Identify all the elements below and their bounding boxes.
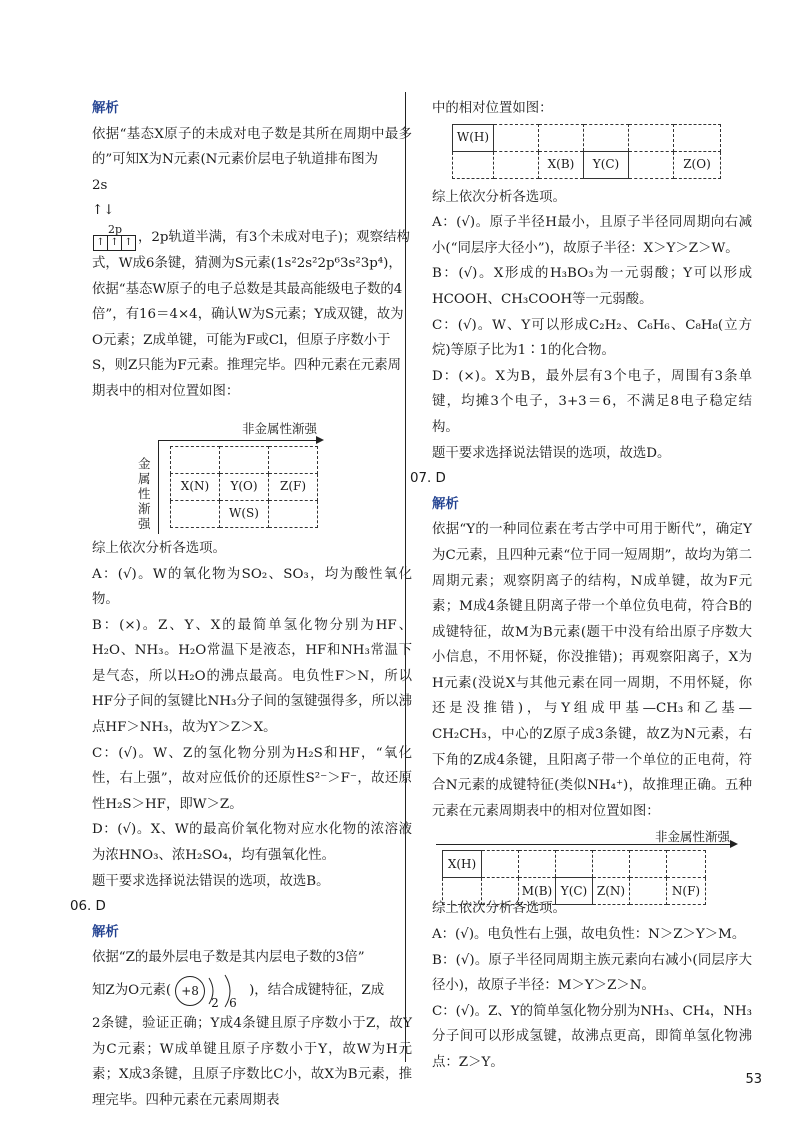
left-column bbox=[70, 96, 412, 1113]
conclusion: 题干要求选择说法错误的选项，故选B。 bbox=[92, 873, 330, 889]
summary: 综上依次分析各选项。 bbox=[92, 540, 226, 556]
analysis-heading: 解析 bbox=[92, 101, 119, 116]
paragraph: 2条键，验证正确；Y成4条键且原子序数小于Z，故Y为C元素；W成单键且原子序数小于Y，故W为H元素；X成3条键，且原子序数比C小，故X为B元素，推理完毕。四种元素在元素周期表 bbox=[92, 1016, 412, 1108]
cell: X(H) bbox=[443, 851, 482, 878]
text: 布图为 bbox=[337, 152, 379, 168]
cell bbox=[482, 878, 519, 905]
option-d: D：(√)。X、W的最高价氧化物对应水化物的浓溶液为浓HNO₃、浓H₂SO₄，均有强氧化性。 bbox=[92, 822, 412, 864]
cell bbox=[269, 500, 318, 527]
analysis-heading: 解析 bbox=[92, 924, 119, 940]
arrow-horizontal bbox=[158, 440, 318, 441]
cell bbox=[269, 446, 318, 473]
cell: X(N) bbox=[171, 473, 220, 500]
option-c: C：(√)。W、Y可以形成C₂H₂、C₆H₆、C₈H₈(立方烷)等原子比为1∶1的化合物。 bbox=[432, 317, 752, 359]
cell: W(S) bbox=[220, 500, 269, 527]
orbital-box: ↑ bbox=[121, 235, 136, 251]
periodic-position-figure-3 bbox=[432, 826, 752, 896]
paragraph bbox=[92, 971, 412, 1011]
cell bbox=[539, 124, 584, 151]
arrow-head bbox=[316, 436, 324, 444]
option-b: B：(√)。原子半径同周期主族元素向右减小(同层序大径小)，故原子半径：M＞Y＞Z＞N。 bbox=[432, 952, 752, 994]
element-table-3 bbox=[442, 850, 706, 905]
option-a: A：(√)。W的氧化物为SO₂、SO₃，均为酸性氧化物。 bbox=[92, 566, 412, 608]
arrow-vertical bbox=[158, 440, 159, 534]
question-number: 06. D bbox=[70, 899, 106, 915]
option-c: C：(√)。Z、Y的简单氢化物分别为NH₃、CH₄，NH₃分子间可以形成氢键，故沸点更高，即简单氢化物沸点：Z＞Y。 bbox=[432, 1003, 752, 1070]
arrow-horizontal bbox=[436, 844, 732, 845]
page-number: 53 bbox=[745, 1072, 762, 1087]
orbital-box: ↑↓ bbox=[92, 203, 115, 219]
conclusion: 题干要求选择说法错误的选项，故选D。 bbox=[432, 445, 671, 461]
cell bbox=[630, 878, 667, 905]
atom-nucleus: +8 bbox=[175, 976, 205, 1006]
cell bbox=[443, 878, 482, 905]
cell bbox=[629, 124, 674, 151]
orbital-box: ↑ bbox=[93, 235, 108, 251]
shell-electrons: 2 bbox=[211, 995, 219, 1010]
question-number: 07. D bbox=[410, 471, 446, 487]
cell: Z(F) bbox=[269, 473, 318, 500]
cell bbox=[629, 151, 674, 178]
text: 依据“基态X原子的未成对电子数是其所在周期中最多的”可知X为N元素(N元素价层电子轨道排 bbox=[92, 126, 412, 168]
summary: 综上依次分析各选项。 bbox=[432, 901, 566, 917]
cell bbox=[482, 851, 519, 878]
right-column bbox=[410, 96, 752, 1076]
orbital-label: 2s bbox=[92, 177, 108, 193]
cell bbox=[171, 446, 220, 473]
paragraph: 中的相对位置如图： bbox=[432, 101, 553, 116]
cell: Y(C) bbox=[584, 151, 629, 178]
axis-label-metal: 金属性渐强 bbox=[138, 455, 151, 531]
element-table-1 bbox=[170, 446, 318, 528]
cell bbox=[584, 124, 629, 151]
text: )，结合成键特征，Z成 bbox=[249, 983, 385, 999]
cell bbox=[494, 124, 539, 151]
analysis-heading: 解析 bbox=[432, 496, 459, 512]
cell: N(F) bbox=[667, 878, 706, 905]
text: 知Z为O元素( bbox=[92, 983, 172, 999]
cell: Y(C) bbox=[556, 878, 593, 905]
paragraph: 依据“Z的最外层电子数是其内层电子数的3倍” bbox=[92, 950, 365, 966]
orbital-box: ↑ bbox=[107, 235, 122, 251]
cell bbox=[667, 851, 706, 878]
axis-label-nonmetal: 非金属性渐强 bbox=[242, 420, 318, 436]
periodic-position-figure-1 bbox=[92, 418, 412, 536]
cell bbox=[220, 446, 269, 473]
shell-electrons: 6 bbox=[229, 995, 237, 1010]
cell: Z(O) bbox=[674, 151, 721, 178]
cell bbox=[630, 851, 667, 878]
cell: Z(N) bbox=[593, 878, 630, 905]
orbital-label: 2p bbox=[107, 222, 123, 236]
electron-shell-arcs bbox=[171, 972, 249, 1010]
cell bbox=[453, 151, 494, 178]
cell: W(H) bbox=[453, 124, 494, 151]
cell: M(B) bbox=[519, 878, 556, 905]
cell bbox=[519, 851, 556, 878]
option-c: C：(√)。W、Z的氢化物分别为H₂S和HF，“氧化性，右上强”，故对应低价的还原性S²⁻＞F⁻，故还原性H₂S＞HF，即W＞Z。 bbox=[92, 745, 412, 812]
paragraph bbox=[92, 122, 412, 173]
atom-structure-diagram bbox=[171, 972, 249, 1010]
element-table-2 bbox=[452, 124, 721, 179]
arrow-head bbox=[730, 840, 738, 848]
cell bbox=[674, 124, 721, 151]
cell bbox=[171, 500, 220, 527]
summary: 综上依次分析各选项。 bbox=[432, 189, 566, 205]
option-d: D：(×)。X为B，最外层有3个电子，周围有3条单键，均摊3个电子，3+3＝6，不满足8电子稳定结构。 bbox=[432, 368, 752, 435]
option-b: B：(×)。Z、Y、X的最简单氢化物分别为HF、H₂O、NH₃。H₂O常温下是液态，HF和NH₃常温下是气态，所以H₂O的沸点最高。电负性F＞N，所以HF分子间的氢键比NH₃分子间的氢键强得多，所以沸点HF＞NH₃，故为Y＞Z＞X。 bbox=[92, 617, 412, 736]
option-a: A：(√)。电负性右上强，故电负性：N＞Z＞Y＞M。 bbox=[432, 927, 746, 943]
text: ，2p轨道半满，有3个未成对电子)；观察结构式，W成6条键，猜测为S元素(1s²2s²2p⁶3s²3p⁴)，依据“基态W原子的电子总数是其最高能级电子数的4倍”，有16＝4×4，确认W为S元素；Y成双键，故为O元素；Z成单键，可能为F或Cl，但原子序数小于S，则Z只能为F元素。推理完毕。四种元素在元素周期表中的相对位置如图： bbox=[92, 229, 410, 399]
cell: Y(O) bbox=[220, 473, 269, 500]
cell bbox=[556, 851, 593, 878]
axis-label-nonmetal: 非金属性渐强 bbox=[654, 829, 730, 845]
paragraph: 依据“Y的一种同位素在考古学中可用于断代”，确定Y为C元素，且四种元素“位于同一短周期”，故均为第二周期元素；观察阴离子的结构，N成单键，故为F元素；M成4条键且阴离子带一个单位负电荷，符合B的成键特征，故M为B元素(题干中没有给出原子序数大小信息，不用怀疑，你没推错)；再观察阳离子，X为H元素(没说X与其他元素在同一周期，不用怀疑，你还是没推错)，与Y组成甲基—CH₃和乙基—CH₂CH₃，中心的Z原子成3条键，故Z为N元素，右下角的Z成4条键，且阳离子带一个单位的正电荷，符合N元素的成键特征(类似NH₄⁺)，故推理正确。五种元素在元素周期表中的相对位置如图： bbox=[432, 522, 752, 819]
cell bbox=[494, 151, 539, 178]
option-b: B：(√)。X形成的H₃BO₃为一元弱酸；Y可以形成HCOOH、CH₃COOH等一元弱酸。 bbox=[432, 266, 752, 307]
cell: X(B) bbox=[539, 151, 584, 178]
orbital-2p bbox=[94, 224, 136, 251]
option-a: A：(√)。原子半径H最小，且原子半径同周期向右减小(“同层序大径小”)，故原子半径：X＞Y＞Z＞W。 bbox=[432, 215, 752, 256]
cell bbox=[593, 851, 630, 878]
